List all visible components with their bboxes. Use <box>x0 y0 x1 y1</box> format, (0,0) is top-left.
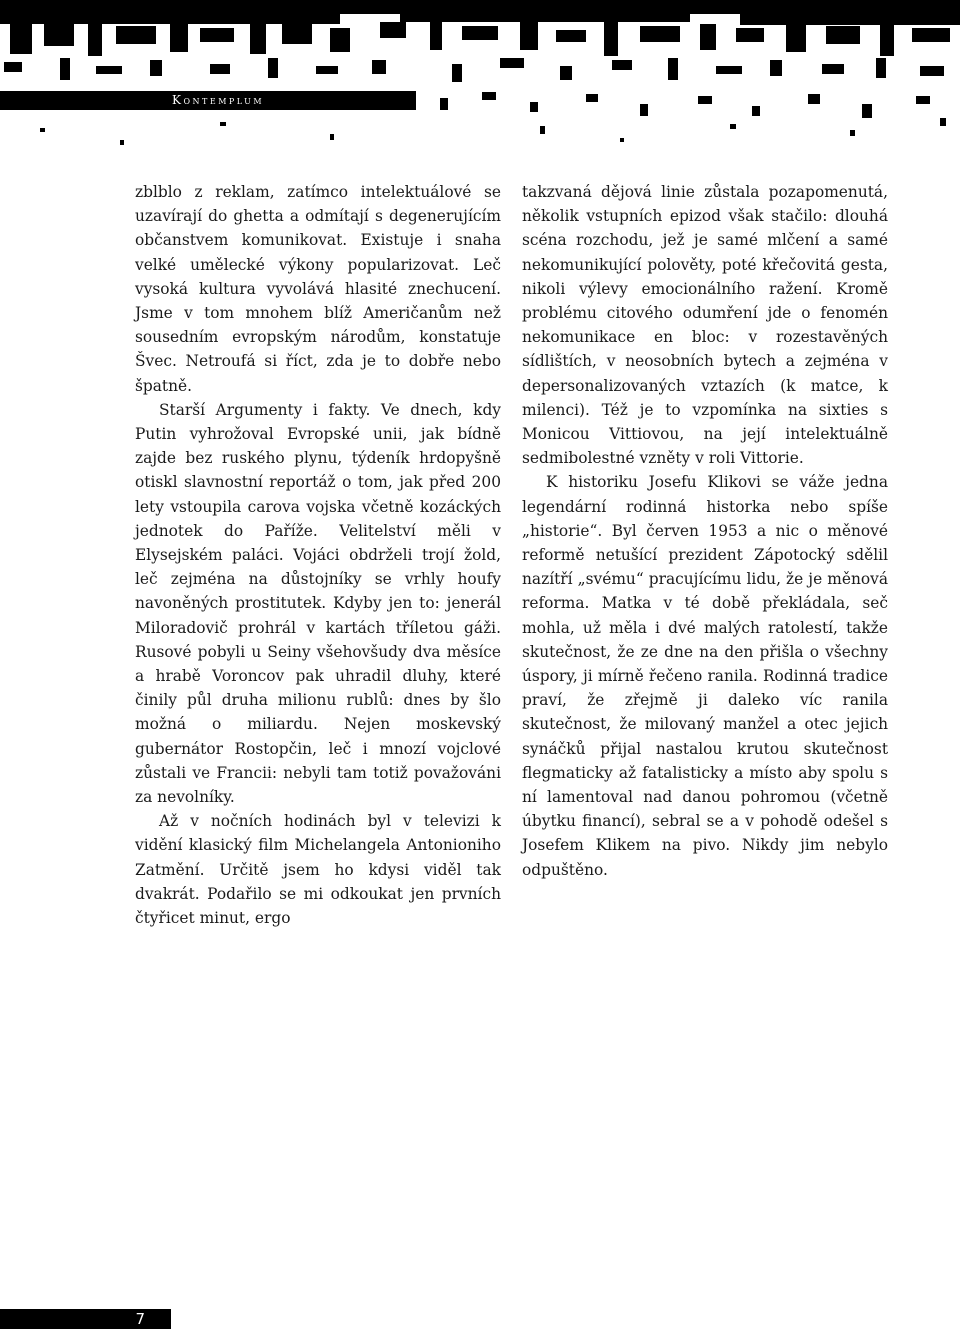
paragraph: Starší Argumenty i fakty. Ve dnech, kdy Putin vyhrožoval Evropské unii, jak bídně zajde bez ruského plynu, týdeník hrdopyšně otiskl slavnostní reportáž o tom, jak před 200 lety vstoupila carova vojska včetně kozáckých jednotek do Paříže. Velitelství měli v Elysejském paláci. Vojáci obdrželi trojí žold, leč zejména na důstojníky se vrhly houfy navoněných prostitutek. Kdyby jen to: jenerál Miloradovič prohrál v kartách tříletou gáži. Rusové pobyli u Seiny všehovšudy dva měsíce a hrabě Voroncov pak uhradil dluhy, které činily půl druha milionu rublů: dnes by šlo možná o miliardu. Nejen moskevský gubernátor Rostopčin, leč i mnozí vojclové zůstali ve Francii: nebyli tam totiž považováni za nevolníky. <box>135 400 501 807</box>
text-column-left <box>135 180 501 930</box>
section-label-bar <box>0 91 416 110</box>
page-number-bar <box>0 1309 171 1329</box>
paragraph: takzvaná dějová linie zůstala pozapomenutá, několik vstupních epizod však stačilo: dlouhá scéna rozchodu, jež je samé mlčení a samé nekomunikující polověty, poté křečovitá gesta, nikoli výlevy emocionálního ražení. Kromě problému citového odumření jde o fenomén nekomunikace en bloc: v rozestavěných sídlištích, v neosobních bytech a zejména v depersonalizovaných vztazích (k matce, k milenci). Též je to vzpomínka na sixties s Monicou Vittiovou, na její intelektuálně sedmibolestné vzněty v roli Vittorie. <box>522 183 888 468</box>
paragraph: zblblo z reklam, zatímco intelektuálové se uzavírají do ghetta a odmítají s degenerujícím občanstvem komunikovat. Existuje i snaha velké umělecké výkony popularizovat. Leč vysoká kultura vyvolává hlasité znechucení. Jsme v tom mnohem blíž Američanům než sousedním evropským národům, konstatuje Švec. Netroufá si říct, zda je to dobře nebo špatně. <box>135 183 501 395</box>
section-label: Kontemplum <box>172 93 265 107</box>
page-number: 7 <box>135 1310 145 1328</box>
text-column-right <box>522 180 888 882</box>
paragraph: K historiku Josefu Klikovi se váže jedna legendární rodinná historka nebo spíše „historie“. Byl červen 1953 a nic o měnové reformě netušící prezident Zápotocký sdělil nazítří „svému“ pracujícímu lidu, že je měnová reforma. Matka v té době překládala, seč mohla, už měla i dvé malých ratolestí, takže skutečnost, že ze dne na den přišla o všechny úspory, ji mírně řečeno ranila. Rodinná tradice praví, že zřejmě ji daleko víc ranila skutečnost, že milovaný manžel a otec jejich synáčků přijal nastalou krutou skutečnost flegmaticky až fatalisticky a místo aby spolu s ní lamentoval nad danou pohromou (včetně úbytku financí), sebral se a v pohodě odešel s Josefem Klikem na pivo. Nikdy jim nebylo odpuštěno. <box>522 473 888 879</box>
paragraph: Až v nočních hodinách byl v televizi k vidění klasický film Michelangela Antonioniho Zatmění. Určitě jsem ho kdysi viděl tak dvakrát. Podařilo se mi odkoukat jen prvních čtyřicet minut, ergo <box>135 812 501 928</box>
header-texture-graphic <box>0 0 960 160</box>
